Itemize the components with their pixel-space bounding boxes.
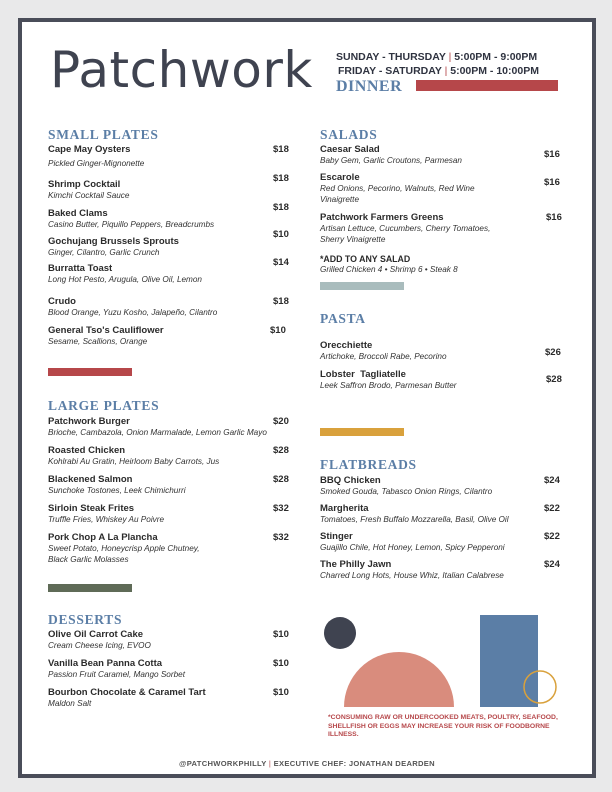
divider-bar-mustard	[320, 428, 404, 436]
item-description: Pickled Ginger-Mignonette	[48, 159, 145, 168]
menu-item	[320, 144, 566, 167]
item-name: Crudo	[48, 296, 76, 307]
item-name: Sirloin Steak Frites	[48, 503, 135, 514]
hours-weekday-days: SUNDAY - THURSDAY	[336, 51, 446, 63]
blue-rectangle-shape	[480, 615, 538, 707]
item-description: Kimchi Cocktail Sauce	[48, 191, 130, 200]
item-name: Orecchiette	[320, 340, 373, 351]
item-name: BBQ Chicken	[320, 475, 381, 486]
item-price: $10	[270, 325, 286, 336]
item-description: Casino Butter, Piquillo Peppers, Breadcrumbs	[48, 220, 215, 229]
item-price: $10	[273, 629, 289, 640]
hours-separator: |	[448, 51, 452, 63]
item-price: $14	[273, 257, 289, 268]
footer-separator: |	[268, 759, 272, 768]
addon-title: *ADD TO ANY SALAD	[320, 254, 411, 264]
item-price: $22	[544, 503, 560, 514]
hours-weekend-days: FRIDAY - SATURDAY	[338, 65, 442, 77]
item-price: $24	[544, 559, 560, 570]
item-name: Patchwork Farmers Greens	[320, 212, 444, 223]
menu-item	[48, 296, 294, 319]
salad-addon	[320, 253, 566, 276]
item-price: $16	[546, 212, 562, 223]
item-name: Roasted Chicken	[48, 445, 126, 456]
item-price: $16	[544, 177, 560, 188]
hours-weekday	[336, 51, 537, 64]
hours-weekday-time: 5:00PM - 9:00PM	[454, 51, 538, 63]
item-price: $32	[273, 532, 289, 543]
menu-item	[48, 325, 294, 348]
item-name: Bourbon Chocolate & Caramel Tart	[48, 687, 206, 698]
menu-item	[48, 658, 294, 681]
item-price: $26	[545, 347, 561, 358]
menu-item	[320, 503, 566, 526]
item-price: $22	[544, 531, 560, 542]
decorative-shapes	[318, 607, 568, 707]
item-name: Vanilla Bean Panna Cotta	[48, 658, 163, 669]
item-description: Baby Gem, Garlic Croutons, Parmesan	[320, 156, 462, 165]
menu-item	[320, 475, 566, 498]
menu-item	[48, 445, 294, 468]
item-price: $28	[273, 474, 289, 485]
item-description: Sunchoke Tostones, Leek Chimichurri	[48, 486, 186, 495]
item-price: $28	[546, 374, 562, 385]
item-description: Guajillo Chile, Hot Honey, Lemon, Spicy Pepperoni	[320, 543, 505, 552]
hours-weekend	[338, 65, 539, 78]
menu-item	[48, 474, 294, 497]
menu-item	[320, 559, 566, 582]
menu-item	[320, 172, 566, 205]
executive-chef: EXECUTIVE CHEF: JONATHAN DEARDEN	[273, 759, 435, 768]
hours-weekend-time: 5:00PM - 10:00PM	[450, 65, 539, 77]
item-description: Passion Fruit Caramel, Mango Sorbet	[48, 670, 185, 679]
divider-bar-green	[48, 584, 132, 592]
item-name: Stinger	[320, 531, 353, 542]
item-name: Pork Chop A La Plancha	[48, 532, 158, 543]
footer	[22, 759, 592, 768]
item-name: Cape May Oysters	[48, 144, 131, 155]
item-description: Ginger, Cilantro, Garlic Crunch	[48, 248, 160, 257]
menu-item	[320, 531, 566, 554]
item-name: General Tso's Cauliflower	[48, 325, 164, 336]
item-name: Blackened Salmon	[48, 474, 133, 485]
item-price: $10	[273, 687, 289, 698]
social-handle: @PATCHWORKPHILLY	[179, 759, 267, 768]
item-name: The Philly Jawn	[320, 559, 392, 570]
salmon-half-circle-shape	[344, 652, 454, 707]
item-name: Olive Oil Carrot Cake	[48, 629, 144, 640]
item-price: $18	[273, 202, 289, 213]
menu-item	[48, 236, 294, 259]
menu-item	[320, 340, 566, 363]
item-description: Truffle Fries, Whiskey Au Poivre	[48, 515, 165, 524]
item-price: $28	[273, 445, 289, 456]
item-name: Gochujang Brussels Sprouts	[48, 236, 179, 247]
item-price: $18	[273, 296, 289, 307]
item-name: Shrimp Cocktail	[48, 179, 121, 190]
section-title-salads: SALADS	[320, 127, 378, 142]
item-price: $10	[273, 229, 289, 240]
item-name: Burratta Toast	[48, 263, 113, 274]
item-name: Margherita	[320, 503, 369, 514]
item-description: Cream Cheese Icing, EVOO	[48, 641, 151, 650]
item-price: $16	[544, 149, 560, 160]
item-description-line2: Black Garlic Molasses	[48, 554, 129, 564]
section-title-desserts: DESSERTS	[48, 612, 123, 627]
item-name: Caesar Salad	[320, 144, 380, 155]
item-description: Charred Long Hots, House Whiz, Italian Calabrese	[320, 571, 504, 580]
item-name: Patchwork Burger	[48, 416, 130, 427]
item-description: Artichoke, Broccoli Rabe, Pecorino	[320, 352, 447, 361]
item-description: Maldon Salt	[48, 699, 92, 708]
section-title-small-plates: SMALL PLATES	[48, 127, 159, 142]
restaurant-logo: Patchwork	[50, 41, 313, 99]
menu-item	[320, 212, 566, 245]
divider-bar-sage	[320, 282, 404, 290]
item-description: Long Hot Pesto, Arugula, Olive Oil, Lemon	[48, 275, 202, 284]
menu-item	[48, 687, 294, 710]
item-description: Leek Saffron Brodo, Parmesan Butter	[320, 381, 457, 390]
item-name: Escarole	[320, 172, 360, 183]
item-name: Lobster Tagliatelle	[320, 369, 406, 380]
menu-item	[48, 263, 294, 286]
item-price: $18	[273, 144, 289, 155]
menu-page	[18, 18, 596, 778]
section-title-large-plates: LARGE PLATES	[48, 398, 160, 413]
item-name: Baked Clams	[48, 208, 108, 219]
item-description: Artisan Lettuce, Cucumbers, Cherry Tomatoes,	[320, 224, 491, 233]
food-safety-warning: *CONSUMING RAW OR UNDERCOOKED MEATS, POULTRY, SEAFOOD, SHELLFISH OR EGGS MAY INCREASE YOUR RISK OF FOODBORNE ILLNESS.	[328, 714, 558, 738]
item-description-line2: Sherry Vinaigrette	[320, 234, 386, 244]
section-title-flatbreads: FLATBREADS	[320, 457, 417, 472]
item-price: $24	[544, 475, 560, 486]
menu-item	[48, 144, 294, 170]
divider-bar-red	[48, 368, 132, 376]
menu-item	[48, 629, 294, 652]
item-description: Brioche, Cambazola, Onion Marmalade, Lemon Garlic Mayo	[48, 428, 267, 437]
menu-item	[320, 369, 566, 392]
navy-circle-shape	[324, 617, 356, 649]
item-description: Kohlrabi Au Gratin, Heirloom Baby Carrots, Jus	[48, 457, 220, 466]
item-description: Sweet Potato, Honeycrisp Apple Chutney,	[48, 544, 200, 553]
item-price: $18	[273, 173, 289, 184]
item-description: Blood Orange, Yuzu Kosho, Jalapeño, Cilantro	[48, 308, 218, 317]
section-title-pasta: PASTA	[320, 311, 366, 326]
item-price: $32	[273, 503, 289, 514]
menu-item	[48, 503, 294, 526]
menu-item	[48, 208, 294, 231]
item-description-line2: Vinaigrette	[320, 194, 359, 204]
item-description: Smoked Gouda, Tabasco Onion Rings, Cilantro	[320, 487, 493, 496]
hours-separator: |	[444, 65, 448, 77]
item-price: $10	[273, 658, 289, 669]
item-price: $20	[273, 416, 289, 427]
header-accent-bar	[416, 80, 558, 91]
item-description: Red Onions, Pecorino, Walnuts, Red Wine	[320, 184, 475, 193]
menu-item	[48, 532, 294, 565]
menu-item	[48, 179, 294, 202]
item-description: Tomatoes, Fresh Buffalo Mozzarella, Basil, Olive Oil	[320, 515, 509, 524]
addon-description: Grilled Chicken 4 • Shrimp 6 • Steak 8	[320, 265, 458, 274]
meal-title: DINNER	[336, 78, 403, 95]
item-description: Sesame, Scallions, Orange	[48, 337, 148, 346]
